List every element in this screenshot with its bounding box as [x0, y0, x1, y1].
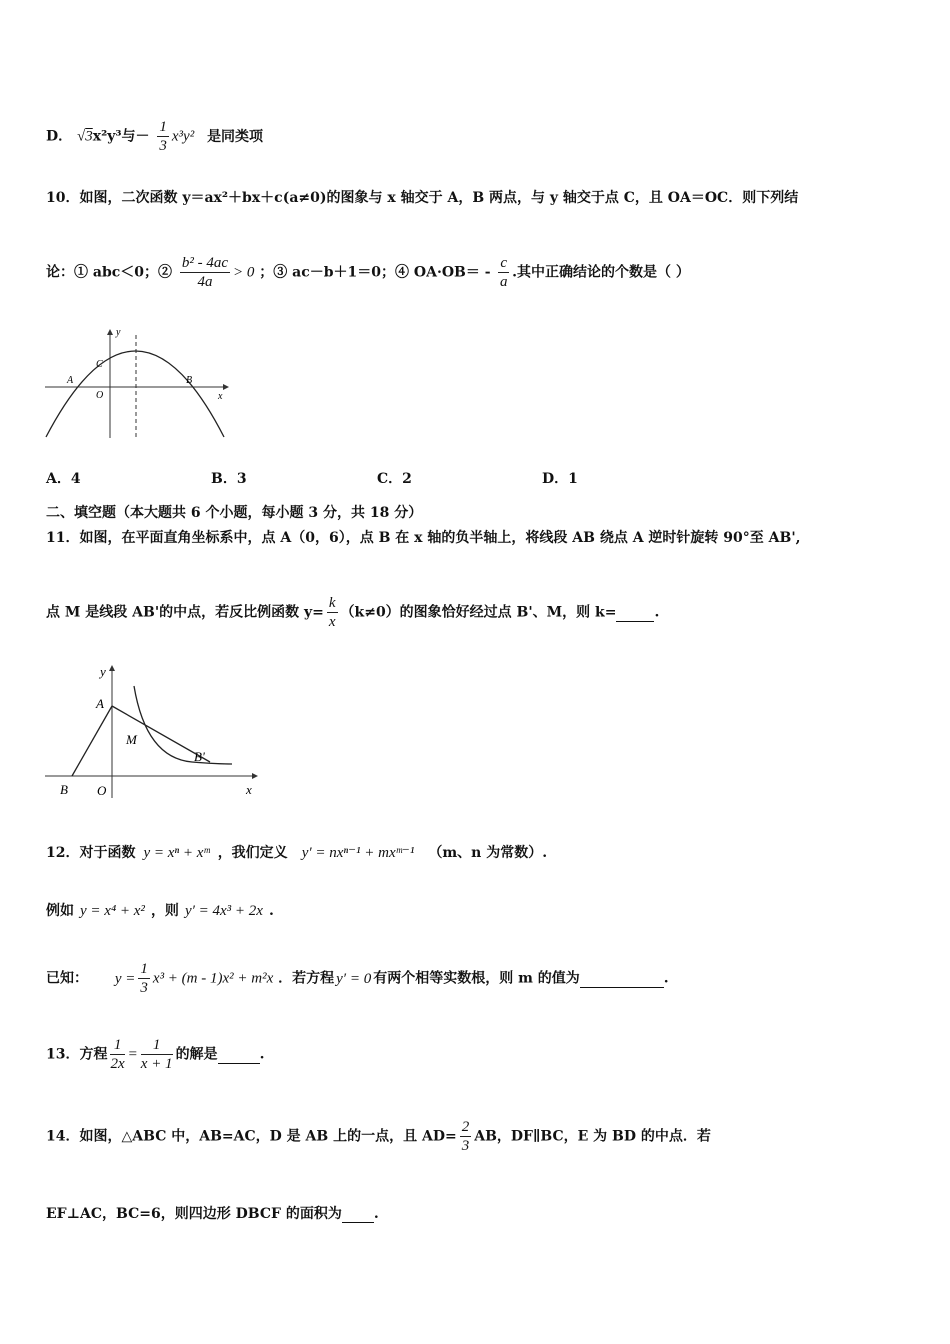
label-y: y: [100, 664, 106, 679]
two-thirds-fraction: $\frac{2}{3}$: [461, 1119, 470, 1154]
k-over-x-fraction: $\frac{k}{x}$: [328, 595, 336, 630]
fraction-1-over-x-plus-1: $\frac{1}{x + 1}$: [140, 1037, 173, 1072]
fraction-one-third: $\frac{1}{3}$: [159, 119, 167, 154]
parabola-curve: [46, 351, 224, 437]
q14-line1: 14．如图，△ABC 中，AB=AC，D 是 AB 上的一点，且 AD= $\frac{2}{3}$ AB，DF∥BC，E 为 BD 的中点．若: [46, 1119, 711, 1154]
parabola-graph: [40, 325, 240, 445]
q12-line1: 12．对于函数 y = xⁿ + xᵐ ，我们定义 y′ = nxⁿ⁻¹ + mxᵐ⁻¹ （m、n 为常数）.: [46, 845, 548, 861]
label-a: A: [96, 696, 104, 711]
q12-example: 例如 y = x⁴ + x² ，则 y′ = 4x³ + 2x .: [46, 903, 274, 919]
label-b: B: [186, 375, 193, 386]
label-bprime: B': [194, 749, 205, 764]
label-x: x: [218, 391, 223, 402]
q14-line2: EF⊥AC，BC=6，则四边形 DBCF 的面积为 .: [46, 1206, 379, 1222]
option-d: D．1: [542, 471, 578, 487]
q13-line: 13．方程 $\frac{1}{2x}$ = $\frac{1}{x + 1}$ 的解是 .: [46, 1037, 265, 1072]
option-c: C．2: [377, 471, 412, 487]
section-heading: 二、填空题（本大题共 6 个小题，每小题 3 分，共 18 分）: [46, 505, 423, 521]
label-m: M: [126, 732, 137, 747]
label-y: y: [116, 327, 121, 338]
answer-blank-14[interactable]: [342, 1206, 374, 1223]
answer-blank-12[interactable]: [580, 971, 664, 988]
answer-blank-13[interactable]: [218, 1047, 260, 1064]
c-over-a-fraction: $\frac{c}{a}$: [500, 255, 508, 290]
label-b: B: [60, 782, 68, 797]
discriminant-fraction: $\frac{\text{b² - 4ac}}{4a}$: [181, 255, 229, 290]
option-a: A．4: [46, 471, 81, 487]
sqrt-expression: √3: [77, 128, 93, 145]
segment-ba: [72, 706, 112, 776]
q10-line1: 10．如图，二次函数 y＝ax²＋bx＋c(a≠0)的图象与 x 轴交于 A，B 两点，与 y 轴交于点 C，且 OA＝OC．则下列结: [46, 190, 799, 206]
q9-option-d: D． √3x²y³与－ $\frac{1}{3}$ x³y² 是同类项: [46, 119, 264, 154]
label-o: O: [97, 783, 107, 798]
label-a: A: [67, 375, 74, 386]
fraction-1-over-2x: $\frac{1}{2x}$: [110, 1037, 125, 1072]
q11-line2: 点 M 是线段 AB'的中点，若反比例函数 y= $\frac{k}{x}$ （k≠0）的图象恰好经过点 B'、M，则 k= .: [46, 595, 660, 630]
q10-line2: 论：① abc＜0；② $\frac{\text{b² - 4ac}}{4a}$ > 0 ；③ ac－b＋1＝0；④ OA·OB＝ - $\frac{c}{a}$ .其中正确结论的个数是（ ）: [46, 255, 690, 290]
label-o: O: [96, 390, 104, 401]
option-b: B．3: [211, 471, 247, 487]
q11-line1: 11．如图，在平面直角坐标系中，点 A（0，6），点 B 在 x 轴的负半轴上，将线段 AB 绕点 A 逆时针旋转 90°至 AB',: [46, 530, 801, 546]
q12-known: 已知： y = $\frac{1}{3}$ x³ + (m - 1)x² + m²x ．若方程 y′ = 0 有两个相等实数根，则 m 的值为 .: [46, 961, 669, 996]
label-c: C: [96, 359, 103, 370]
answer-blank-11[interactable]: [616, 605, 654, 622]
one-third-fraction: $\frac{1}{3}$: [140, 961, 148, 996]
label-x: x: [246, 782, 252, 797]
hyperbola-curve: [134, 686, 232, 764]
rotation-graph: [42, 662, 262, 802]
